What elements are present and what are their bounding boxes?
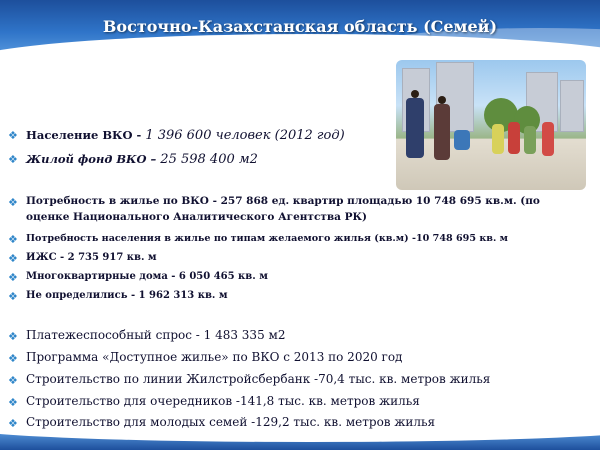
bullet-icon: ❖: [8, 129, 18, 142]
bullet-icon: ❖: [8, 352, 18, 365]
undecided-line: Не определились - 1 962 313 кв. м: [26, 290, 228, 301]
bullet-icon: ❖: [8, 330, 18, 343]
footer-swoosh: [0, 430, 600, 442]
photo-person: [508, 122, 520, 154]
young-families-construction-line: Строительство для молодых семей -129,2 тыс. кв. метров жилья: [26, 415, 436, 429]
housing-need-line: Потребность в жилье по ВКО - 257 868 ед. квартир площадью 10 748 695 кв.м. (по: [26, 195, 540, 207]
bullet-icon: ❖: [8, 153, 18, 166]
bullet-icon: ❖: [8, 290, 18, 303]
photo-person: [406, 98, 424, 158]
bullet-icon: ❖: [8, 374, 18, 387]
apartment-buildings-line: Многоквартирные дома - 6 050 465 кв. м: [26, 271, 268, 282]
bullet-icon: ❖: [8, 252, 18, 265]
need-by-type-line: Потребность населения в жилье по типам желаемого жилья (кв.м) -10 748 695 кв. м: [26, 233, 508, 244]
population-value: 1 396 600 человек (2012 год): [145, 128, 345, 143]
housing-stock-line: [26, 152, 258, 167]
photo-person: [434, 104, 450, 160]
zhilstroy-construction-line: Строительство по линии Жилстройсбербанк -70,4 тыс. кв. метров жилья: [26, 372, 491, 386]
photo-stroller: [454, 130, 470, 150]
population-label: Население ВКО -: [26, 128, 146, 142]
photo-person-head: [411, 90, 419, 98]
housing-stock-label: Жилой фонд ВКО –: [26, 152, 161, 166]
photo-building: [560, 80, 584, 132]
photo-person-head: [438, 96, 446, 104]
bullet-icon: ❖: [8, 196, 18, 209]
bullet-icon: ❖: [8, 417, 18, 430]
solvent-demand-line: Платежеспособный спрос - 1 483 335 м2: [26, 328, 286, 342]
photo-person: [492, 124, 504, 154]
photo-person: [524, 126, 536, 154]
affordable-housing-program-line: Программа «Доступное жилье» по ВКО с 2013 по 2020 год: [26, 350, 403, 364]
population-line: [26, 128, 345, 143]
slide-title: Восточно-Казахстанская область (Семей): [102, 17, 498, 36]
bullet-icon: ❖: [8, 271, 18, 284]
queue-construction-line: Строительство для очередников -141,8 тыс. кв. метров жилья: [26, 394, 420, 408]
housing-stock-value: 25 598 400 м2: [160, 152, 258, 167]
slide-footer: [0, 430, 600, 450]
family-park-photo: [396, 60, 586, 190]
bullet-icon: ❖: [8, 233, 18, 246]
photo-person: [542, 122, 554, 156]
izhs-line: ИЖС - 2 735 917 кв. м: [26, 252, 157, 263]
bullet-icon: ❖: [8, 396, 18, 409]
housing-need-line-cont: оценке Национального Аналитического Агентства РК): [26, 211, 368, 223]
